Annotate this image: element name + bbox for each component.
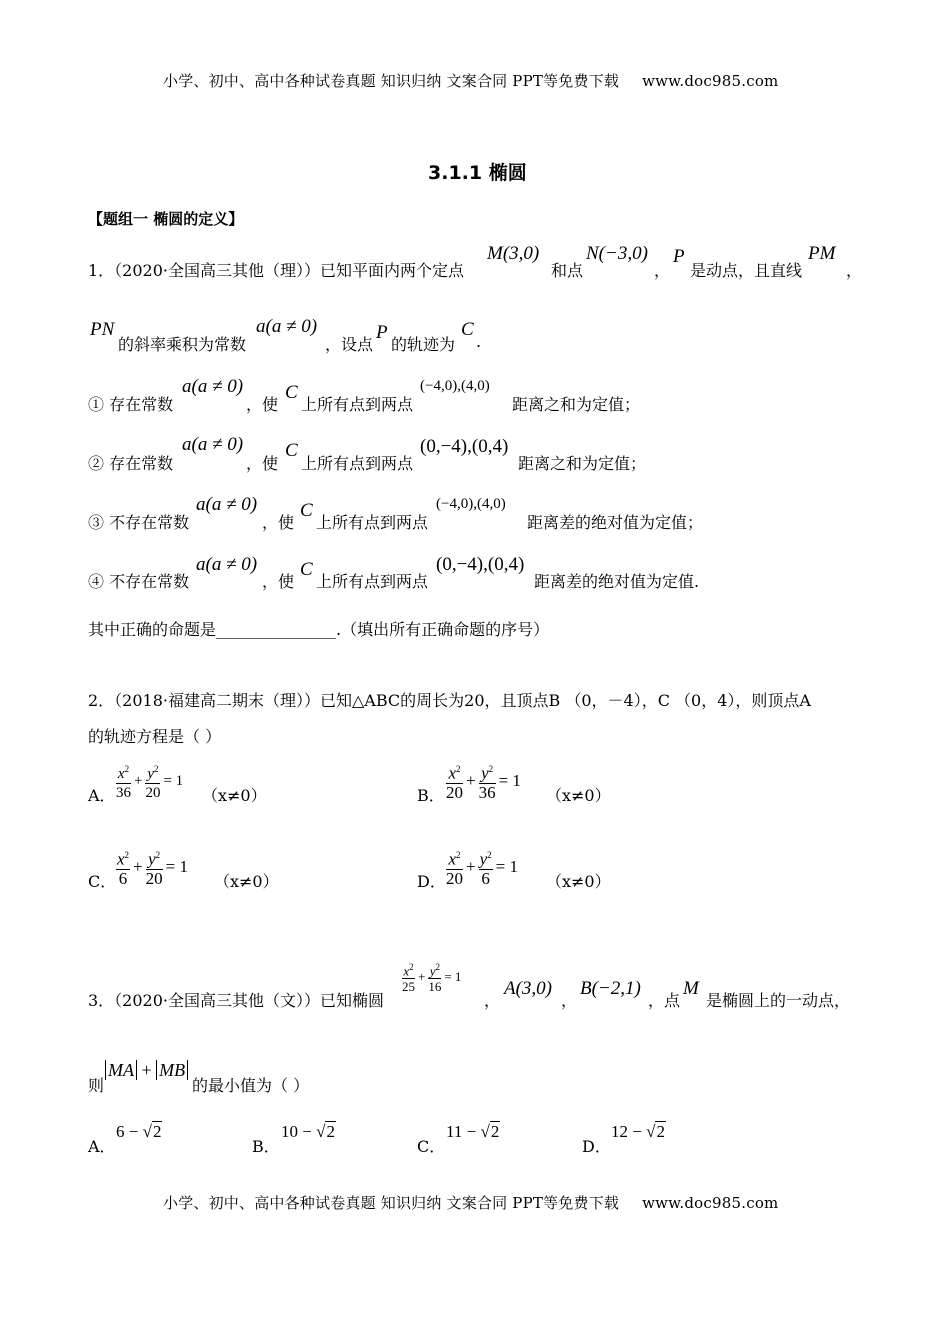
q3-intro: 3．（2020·全国高三其他（文））已知椭圆	[88, 991, 384, 1010]
option-equation: $\frac{x^2}{20}$ + $\frac{y^2}{36}$ = 1	[446, 760, 524, 802]
page-header	[163, 70, 778, 91]
q1-item-mid: ，使	[262, 513, 295, 532]
option-label: C．	[417, 1137, 446, 1156]
q1-item-a: a(a ≠ 0)	[182, 434, 244, 455]
q3-point-b: B(−2,1)	[580, 978, 641, 999]
q1-item-text: ② 存在常数	[88, 454, 174, 473]
option-value: 6 − √2	[116, 1122, 162, 1141]
option-equation: $\frac{x^2}{6}$ + $\frac{y^2}{20}$ = 1	[116, 846, 191, 888]
page-title: 3.1.1 椭圆	[428, 162, 527, 184]
q1-item-text: ④ 不存在常数	[88, 572, 190, 591]
q1-item-mid: ，使	[262, 572, 295, 591]
q1-comma: ，	[654, 261, 671, 280]
header-text: 小学、初中、高中各种试卷真题 知识归纳 文案合同 PPT等免费下载	[163, 72, 620, 90]
q1-answer-line: 其中正确的命题是_______________.（填出所有正确命题的序号）	[88, 620, 550, 639]
q3-point-a: A(3,0)	[504, 978, 553, 999]
q1-curve-c: C	[461, 319, 474, 340]
q1-point-p: P	[673, 246, 685, 267]
q1-item-mid2: 上所有点到两点	[301, 395, 414, 414]
q1-item-a: a(a ≠ 0)	[182, 376, 244, 397]
footer-url[interactable]: www.doc985.com	[642, 1194, 779, 1212]
option-value: 10 − √2	[281, 1122, 335, 1141]
q1-item-points: (0,−4),(0,4)	[436, 554, 525, 575]
q1-item-text: ① 存在常数	[88, 395, 174, 414]
option-label: C．	[88, 872, 117, 891]
page-footer	[163, 1192, 778, 1213]
option-equation: $\frac{x^2}{36}$ + $\frac{y^2}{20}$ = 1	[116, 760, 186, 802]
option-condition: （x≠0）	[202, 786, 267, 805]
q1-item-points: (0,−4),(0,4)	[420, 436, 509, 457]
q1-item-c: C	[285, 382, 298, 403]
q1-point-m: M(3,0)	[487, 243, 540, 264]
q1-point-n: N(−3,0)	[586, 243, 648, 264]
q2-line1: 2．（2018·福建高二期末（理））已知△ABC的周长为20，且顶点B （0，－4），C （0，4），则顶点A	[88, 691, 811, 710]
option-label: D．	[582, 1137, 611, 1156]
q1-set-point: ，设点	[325, 335, 374, 354]
q1-period: .	[476, 332, 482, 351]
q1-item-points: (−4,0),(4,0)	[420, 378, 490, 394]
option-label: B．	[252, 1137, 280, 1156]
q3-minimum-text: 的最小值为（ ）	[192, 1076, 310, 1095]
option-label: B．	[417, 786, 445, 805]
q1-item-end: 距离差的绝对值为定值.	[534, 572, 700, 591]
option-condition: （x≠0）	[546, 786, 611, 805]
q1-item-mid2: 上所有点到两点	[301, 454, 414, 473]
option-label: A．	[88, 786, 116, 805]
option-value: 12 − √2	[611, 1122, 665, 1141]
q3-point-m: M	[683, 978, 699, 999]
option-value: 11 − √2	[446, 1122, 500, 1141]
option-condition: （x≠0）	[546, 872, 611, 891]
q3-expression: MA + MB	[105, 1060, 188, 1081]
option-equation: $\frac{x^2}{20}$ + $\frac{y^2}{6}$ = 1	[446, 846, 521, 888]
q1-line-pn: PN	[90, 319, 115, 340]
option-condition: （x≠0）	[214, 872, 279, 891]
q1-item-mid: ，使	[246, 395, 279, 414]
q1-item-mid2: 上所有点到两点	[316, 513, 429, 532]
q1-item-c: C	[285, 440, 298, 461]
q1-item-a: a(a ≠ 0)	[196, 494, 258, 515]
option-label: D．	[417, 872, 446, 891]
q1-point-p2: P	[376, 322, 388, 343]
q1-item-points: (−4,0),(4,0)	[436, 496, 506, 512]
q1-item-c: C	[300, 559, 313, 580]
q1-line-pm: PM	[808, 243, 836, 264]
q3-then: 则	[88, 1076, 105, 1095]
q1-item-end: 距离之和为定值；	[512, 395, 641, 414]
footer-text: 小学、初中、高中各种试卷真题 知识归纳 文案合同 PPT等免费下载	[163, 1194, 620, 1212]
section-heading: 【题组一 椭圆的定义】	[88, 210, 244, 228]
q1-item-end: 距离差的绝对值为定值；	[527, 513, 704, 532]
q1-and-point: 和点	[551, 261, 584, 280]
q1-intro: 1．（2020·全国高三其他（理））已知平面内两个定点	[88, 261, 464, 280]
q1-item-c: C	[300, 500, 313, 521]
q1-item-end: 距离之和为定值；	[518, 454, 647, 473]
q1-item-a: a(a ≠ 0)	[196, 554, 258, 575]
q3-ellipse-equation: $\frac{x^2}{25}$ + $\frac{y^2}{16}$ = 1	[402, 962, 462, 995]
q3-comma2: ，	[561, 991, 578, 1010]
q1-item-mid2: 上所有点到两点	[316, 572, 429, 591]
q1-comma2: ，	[846, 261, 863, 280]
q1-slope-text: 的斜率乘积为常数	[118, 335, 247, 354]
q2-line2: 的轨迹方程是（ ）	[88, 727, 222, 746]
q3-mid: ，点	[648, 991, 681, 1010]
q3-comma: ，	[484, 991, 501, 1010]
q1-item-mid: ，使	[246, 454, 279, 473]
q1-moving: 是动点，且直线	[690, 261, 803, 280]
option-label: A．	[88, 1137, 116, 1156]
header-url[interactable]: www.doc985.com	[642, 72, 779, 90]
q1-item-text: ③ 不存在常数	[88, 513, 190, 532]
q1-locus-text: 的轨迹为	[391, 335, 456, 354]
q1-constant-a: a(a ≠ 0)	[256, 316, 318, 337]
q3-end: 是椭圆上的一动点，	[706, 991, 851, 1010]
